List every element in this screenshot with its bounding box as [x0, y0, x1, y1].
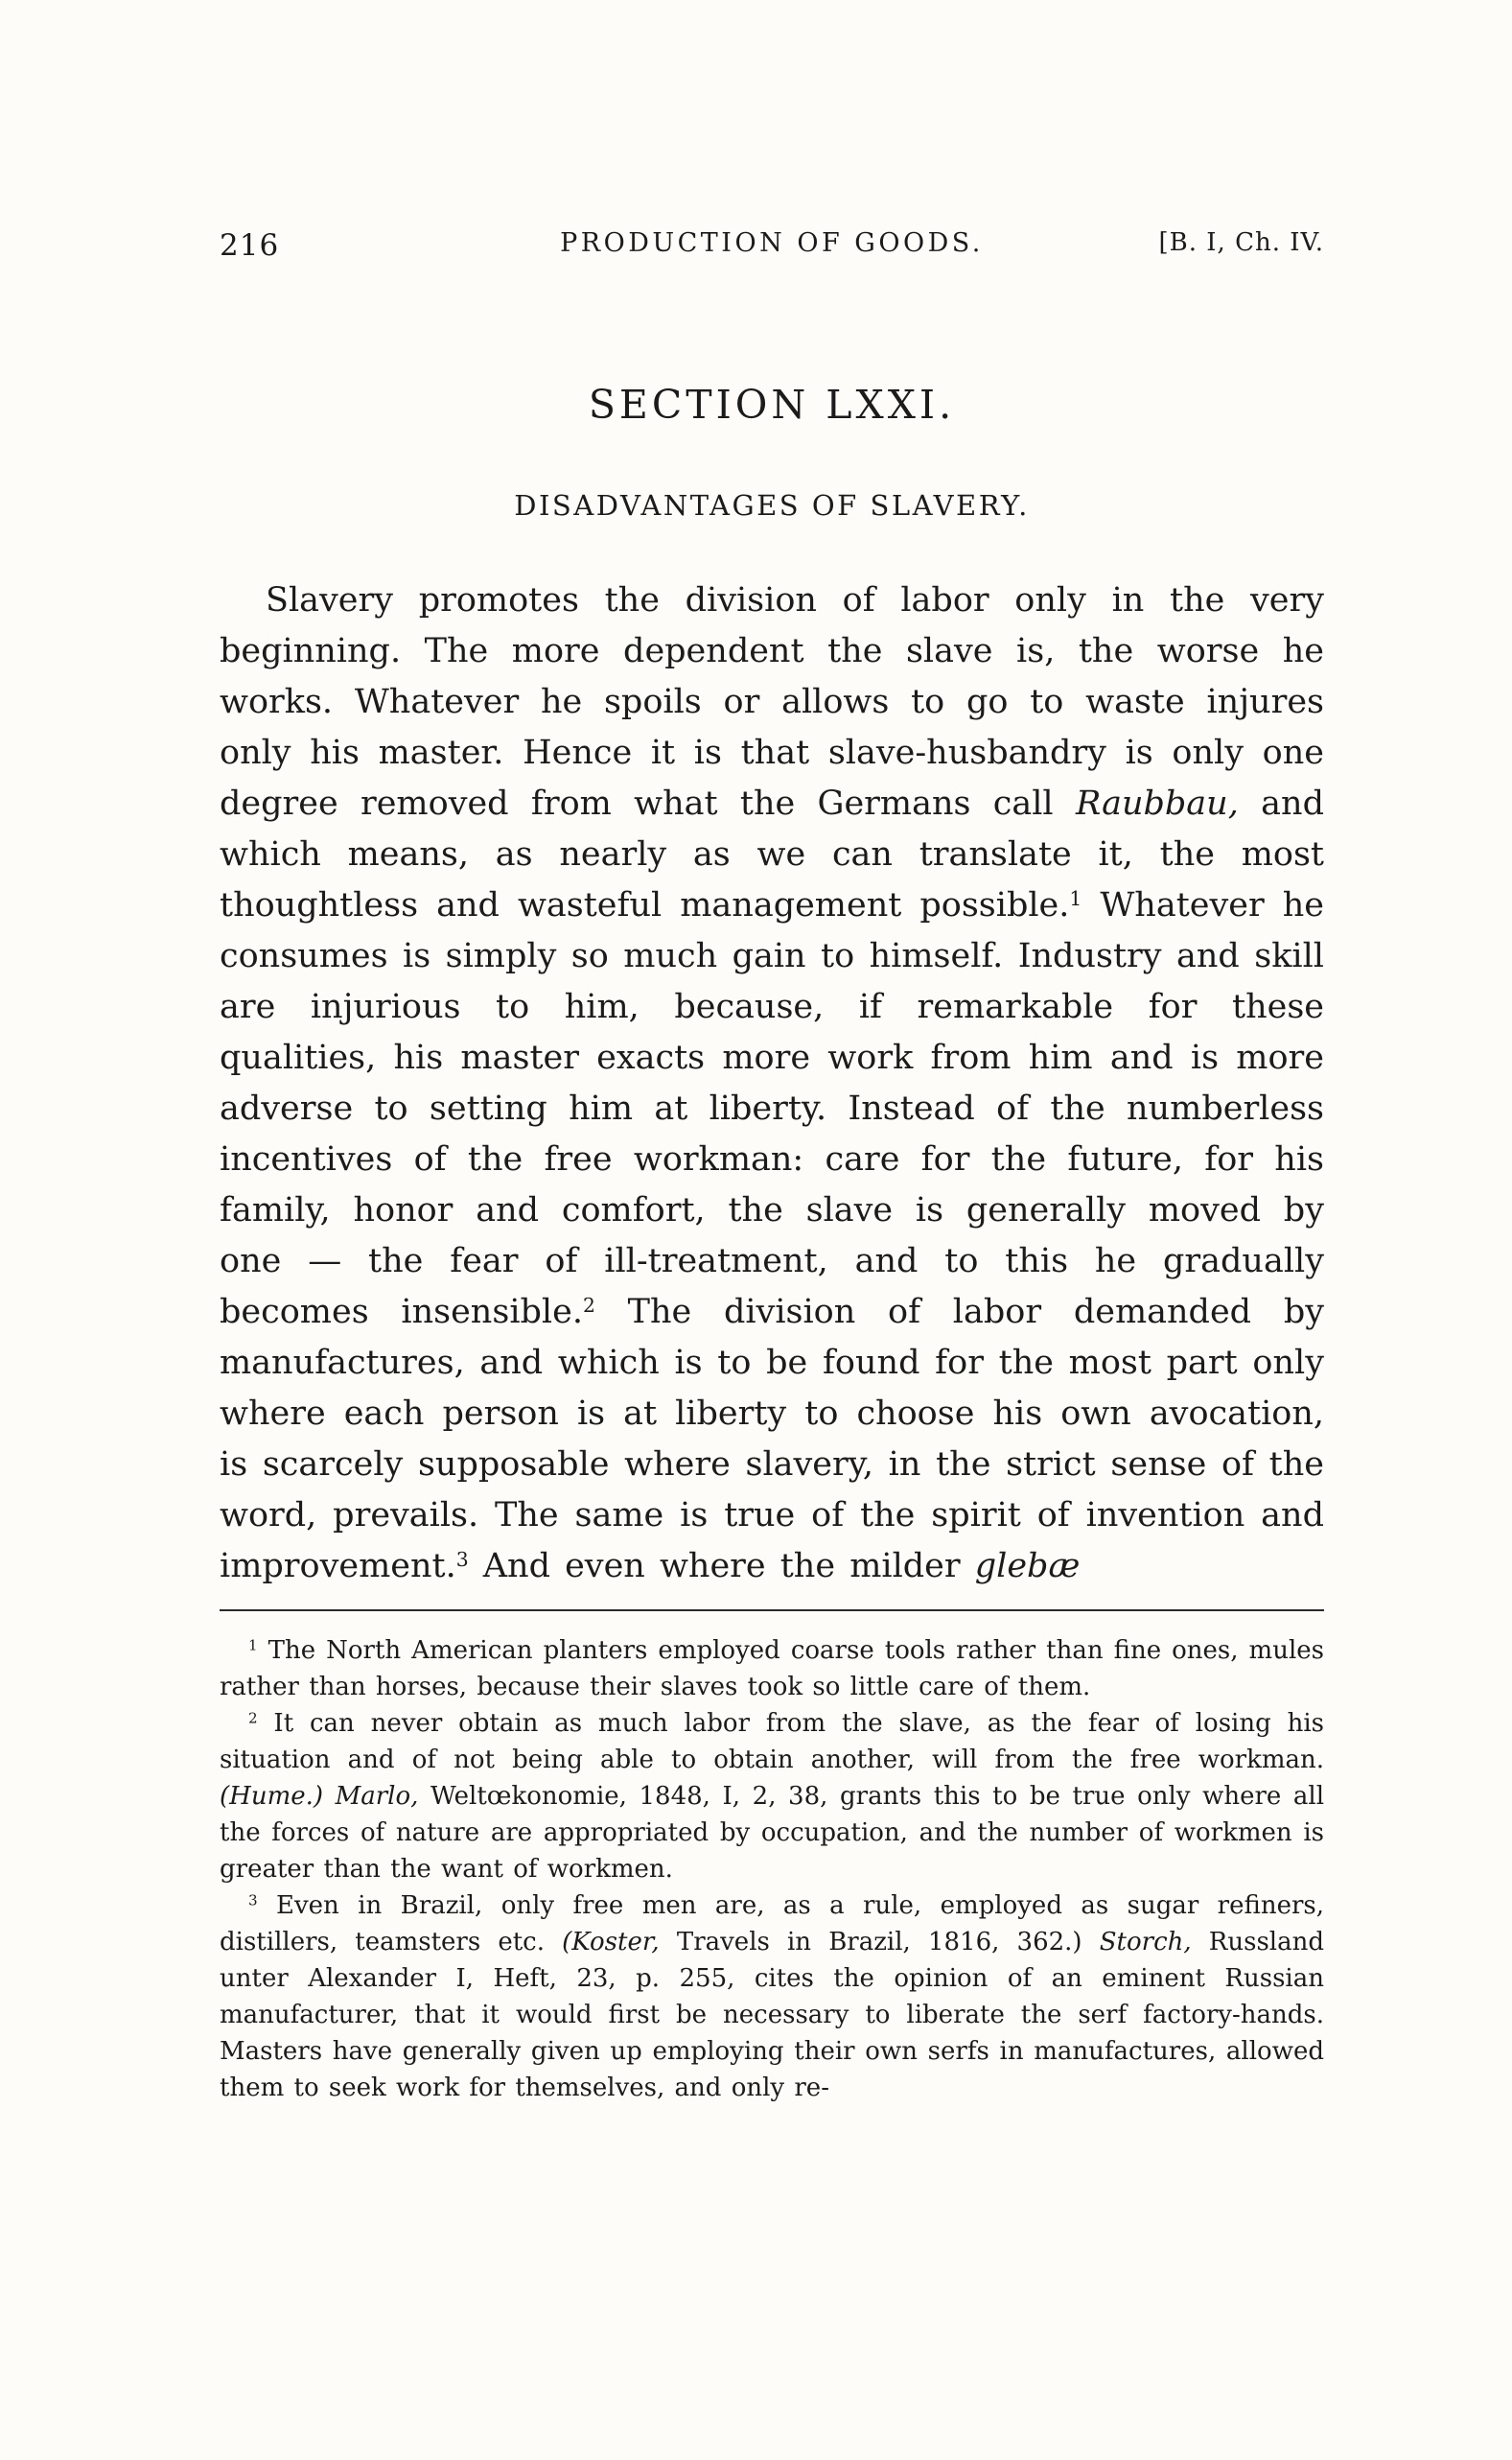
chapter-reference: [B. I, Ch. IV.	[1158, 228, 1324, 257]
running-title: PRODUCTION OF GOODS.	[560, 228, 984, 258]
footnote-2: $^2$ It can never obtain as much labor from the slave, as the fear of losing his situation and of not being able to obtain another, will from the free workman. (Hume.) Marlo, Weltœkonomie, 1848, I, 2, 38, grants this to be true only where all the forces of nature are appropriated by occupation, and the number of workmen is greater than the want of workmen.	[220, 1709, 1325, 1884]
body-paragraph: Slavery promotes the division of labor only in the very beginning. The more dependent the slave is, the worse he works. Whatever he spoils or allows to go to waste injures only his master. Hence it is that slave-husbandry is only one degree removed from what the Germans call Raubbau, and which means, as nearly as we can translate it, the most thoughtless and wasteful management possible.$^1$ Whatever he consumes is simply so much gain to himself. Industry and skill are injurious to him, because, if remarkable for these qualities, his master exacts more work from him and is more adverse to setting him at liberty. Instead of the numberless incentives of the free workman: care for the future, for his family, honor and comfort, the slave is generally moved by one — the fear of ill-treatment, and to this he gradually becomes insensible.$^2$ The division of labor demanded by manufactures, and which is to be found for the most part only where each person is at liberty to choose his own avocation, is scarcely supposable where slavery, in the strict sense of the word, prevails. The same is true of the spirit of invention and improvement.$^3$ And even where the milder glebæ	[220, 581, 1324, 1585]
section-subheading: DISADVANTAGES OF SLAVERY.	[514, 489, 1030, 522]
footnote-1: $^1$ The North American planters employed coarse tools rather than fine ones, mules rather than horses, because their slaves took so little care of them.	[220, 1636, 1324, 1701]
page-header	[220, 228, 1324, 270]
page-number: 216	[220, 228, 280, 263]
section-heading: SECTION LXXI.	[588, 382, 956, 428]
footnote-3: $^3$ Even in Brazil, only free men are, as a rule, employed as sugar refiners, distillers, teamsters etc. (Koster, Travels in Brazil, 1816, 362.) Storch, Russland unter Alexander I, Heft, 23, p. 255, cites the opinion of an eminent Russian manufacturer, that it would first be necessary to liberate the serf factory-hands. Masters have generally given up employing their own serfs in manufactures, allowed them to seek work for themselves, and only re-	[220, 1891, 1325, 2102]
footnote-divider	[220, 1609, 1324, 1611]
footnotes-section	[220, 1632, 1324, 2106]
